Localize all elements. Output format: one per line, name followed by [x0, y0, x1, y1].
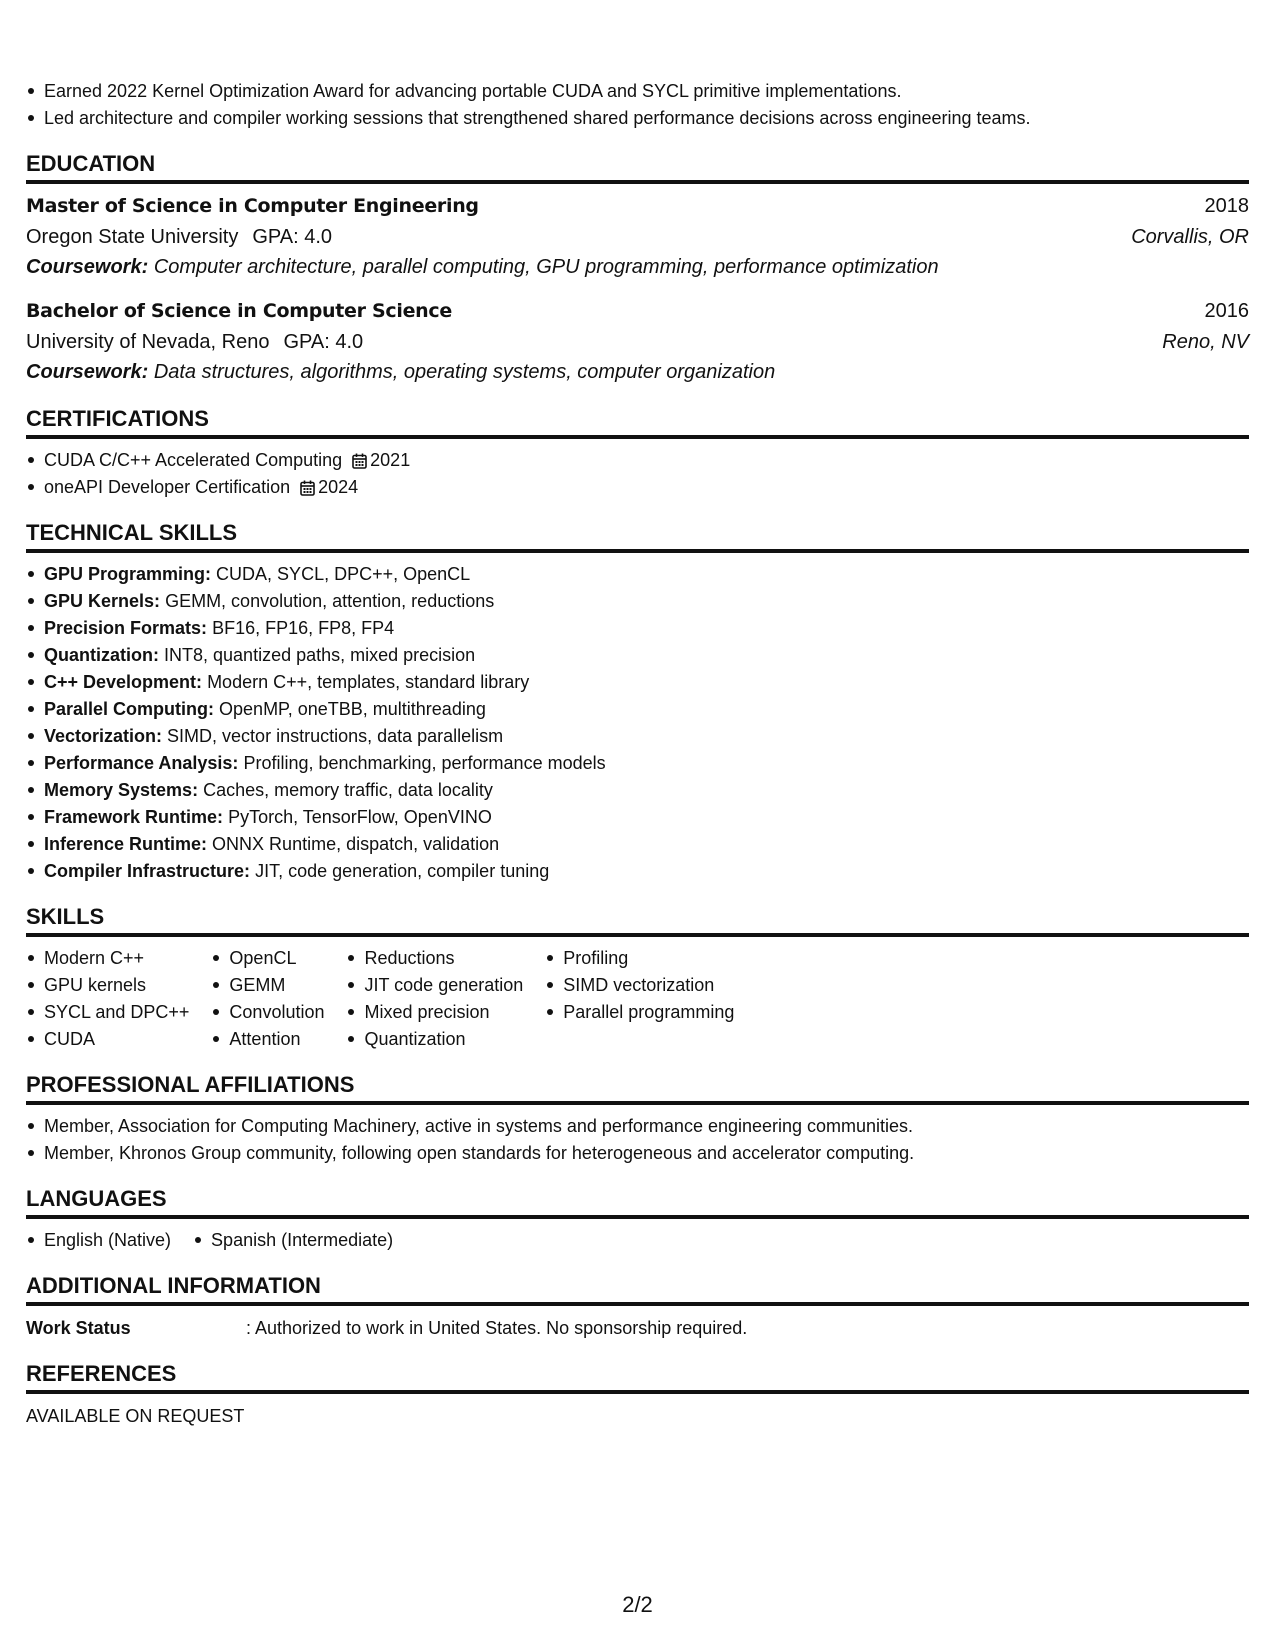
- list-item: [26, 696, 1249, 723]
- skill-category: Memory Systems:: [44, 780, 199, 800]
- list-item: Earned 2022 Kernel Optimization Award for advancing portable CUDA and SYCL primitive implementations.: [26, 78, 1249, 105]
- skill-values: OpenMP, oneTBB, multithreading: [219, 699, 486, 719]
- section-heading: LANGUAGES: [26, 1185, 1249, 1219]
- skills-columns: [26, 945, 1249, 1053]
- list-item: Reductions: [346, 945, 523, 972]
- skill-category: Vectorization:: [44, 726, 163, 746]
- skill-values: ONNX Runtime, dispatch, validation: [212, 834, 500, 854]
- list-item: English (Native): [26, 1227, 171, 1254]
- affiliations-list: [26, 1113, 1249, 1167]
- list-item: [26, 642, 1249, 669]
- list-item: [26, 561, 1249, 588]
- skills-column: [26, 945, 189, 1053]
- section-heading: PROFESSIONAL AFFILIATIONS: [26, 1071, 1249, 1105]
- skill-values: Caches, memory traffic, data locality: [203, 780, 493, 800]
- certification-name: oneAPI Developer Certification: [44, 477, 291, 497]
- section-heading: SKILLS: [26, 903, 1249, 937]
- school-location: Reno, NV: [1162, 331, 1249, 353]
- section-heading: EDUCATION: [26, 150, 1249, 184]
- skill-category: Quantization:: [44, 645, 159, 665]
- list-item: OpenCL: [211, 945, 324, 972]
- skill-category: Framework Runtime:: [44, 807, 224, 827]
- certification-name: CUDA C/C++ Accelerated Computing: [44, 450, 343, 470]
- skill-values: Profiling, benchmarking, performance models: [243, 753, 606, 773]
- coursework: [26, 357, 1249, 387]
- education-entry: [26, 191, 1249, 282]
- school-name: University of Nevada, Reno: [26, 331, 270, 353]
- graduation-year: 2018: [1204, 195, 1249, 217]
- list-item: Member, Khronos Group community, following open standards for heterogeneous and accelerator computing.: [26, 1140, 1249, 1167]
- skill-category: Precision Formats:: [44, 618, 208, 638]
- certifications-section: [26, 405, 1249, 501]
- list-item: [26, 588, 1249, 615]
- references-section: [26, 1360, 1249, 1430]
- page-number: 2/2: [622, 1592, 653, 1617]
- certification-year: 2021: [370, 450, 411, 470]
- references-text: AVAILABLE ON REQUEST: [26, 1406, 245, 1426]
- skills-column: [346, 945, 523, 1053]
- list-item: SYCL and DPC++: [26, 999, 189, 1026]
- list-item: Profiling: [545, 945, 734, 972]
- certification-year: 2024: [318, 477, 359, 497]
- list-item: Spanish (Intermediate): [193, 1227, 393, 1254]
- list-item: JIT code generation: [346, 972, 523, 999]
- list-item: [26, 804, 1249, 831]
- gpa: GPA: 4.0: [252, 226, 332, 248]
- degree-title: Master of Science in Computer Engineering: [26, 195, 479, 217]
- section-heading: ADDITIONAL INFORMATION: [26, 1272, 1249, 1306]
- graduation-year: 2016: [1204, 300, 1249, 322]
- skills-section: [26, 903, 1249, 1053]
- list-item: [26, 750, 1249, 777]
- list-item: [26, 615, 1249, 642]
- list-item: [26, 669, 1249, 696]
- skill-values: INT8, quantized paths, mixed precision: [164, 645, 476, 665]
- skill-values: BF16, FP16, FP8, FP4: [212, 618, 395, 638]
- list-item: [26, 777, 1249, 804]
- skill-category: Performance Analysis:: [44, 753, 239, 773]
- list-item: SIMD vectorization: [545, 972, 734, 999]
- section-heading: CERTIFICATIONS: [26, 405, 1249, 439]
- list-item: Member, Association for Computing Machinery, active in systems and performance engineering communities.: [26, 1113, 1249, 1140]
- technical-skills-section: [26, 519, 1249, 885]
- list-item: [26, 474, 1249, 501]
- school-name: Oregon State University: [26, 226, 239, 248]
- additional-info-section: [26, 1272, 1249, 1342]
- skill-values: SIMD, vector instructions, data parallelism: [167, 726, 504, 746]
- affiliations-section: [26, 1071, 1249, 1167]
- list-item: Quantization: [346, 1026, 523, 1053]
- school-location: Corvallis, OR: [1131, 226, 1249, 248]
- skill-category: Parallel Computing:: [44, 699, 215, 719]
- skill-values: GEMM, convolution, attention, reductions: [165, 591, 495, 611]
- coursework-text: Data structures, algorithms, operating systems, computer organization: [153, 361, 776, 383]
- list-item: GPU kernels: [26, 972, 189, 999]
- work-status-value: : Authorized to work in United States. No sponsorship required.: [246, 1318, 748, 1338]
- skills-column: [545, 945, 734, 1053]
- coursework-text: Computer architecture, parallel computing, GPU programming, performance optimization: [153, 256, 939, 278]
- section-heading: REFERENCES: [26, 1360, 1249, 1394]
- skill-values: Modern C++, templates, standard library: [207, 672, 530, 692]
- achievements-list: [26, 78, 1249, 132]
- education-section: [26, 150, 1249, 387]
- languages-list: [26, 1227, 1249, 1254]
- education-entry: [26, 296, 1249, 387]
- skill-values: CUDA, SYCL, DPC++, OpenCL: [216, 564, 471, 584]
- technical-skills-list: [26, 561, 1249, 885]
- list-item: [26, 858, 1249, 885]
- skill-category: Compiler Infrastructure:: [44, 861, 251, 881]
- coursework-label: Coursework:: [26, 361, 149, 383]
- list-item: Convolution: [211, 999, 324, 1026]
- list-item: Led architecture and compiler working sessions that strengthened shared performance decisions across engineering teams.: [26, 105, 1249, 132]
- resume-page: [26, 78, 1249, 1430]
- work-status-row: [26, 1315, 1249, 1342]
- list-item: Modern C++: [26, 945, 189, 972]
- coursework: [26, 252, 1249, 282]
- list-item: [26, 723, 1249, 750]
- languages-section: [26, 1185, 1249, 1254]
- coursework-label: Coursework:: [26, 256, 149, 278]
- skill-category: C++ Development:: [44, 672, 203, 692]
- list-item: GEMM: [211, 972, 324, 999]
- skill-category: GPU Programming:: [44, 564, 212, 584]
- skills-column: [211, 945, 324, 1053]
- skill-values: JIT, code generation, compiler tuning: [255, 861, 550, 881]
- skill-category: GPU Kernels:: [44, 591, 161, 611]
- list-item: Attention: [211, 1026, 324, 1053]
- list-item: Mixed precision: [346, 999, 523, 1026]
- skill-category: Inference Runtime:: [44, 834, 208, 854]
- calendar-icon: [300, 480, 315, 496]
- skill-values: PyTorch, TensorFlow, OpenVINO: [228, 807, 492, 827]
- gpa: GPA: 4.0: [283, 331, 364, 353]
- certifications-list: [26, 447, 1249, 501]
- degree-title: Bachelor of Science in Computer Science: [26, 300, 452, 322]
- list-item: CUDA: [26, 1026, 189, 1053]
- list-item: [26, 831, 1249, 858]
- calendar-icon: [352, 453, 367, 469]
- section-heading: TECHNICAL SKILLS: [26, 519, 1249, 553]
- work-status-label: Work Status: [26, 1318, 131, 1338]
- list-item: [26, 447, 1249, 474]
- list-item: Parallel programming: [545, 999, 734, 1026]
